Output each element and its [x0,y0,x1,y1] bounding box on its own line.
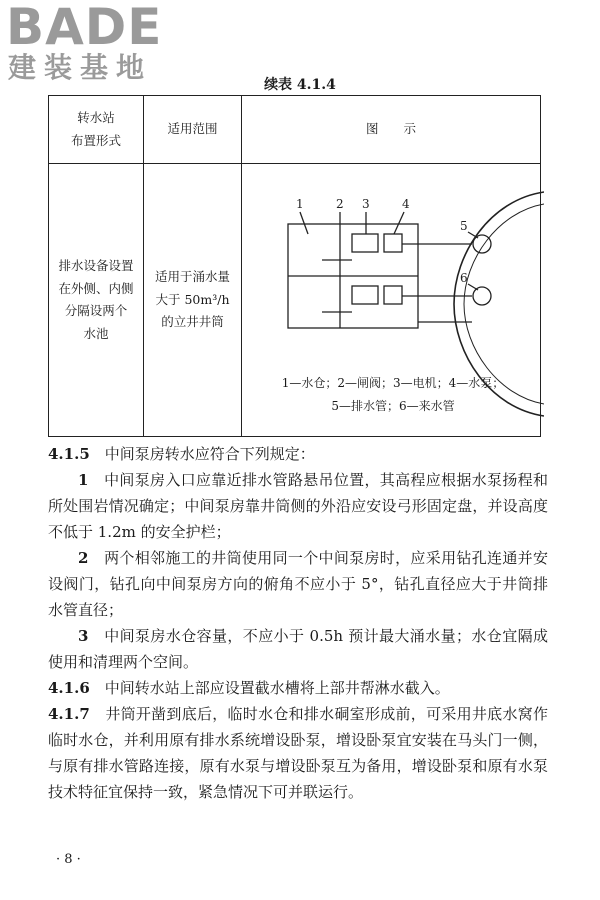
item-1 [48,467,548,545]
header-layout [49,96,144,164]
header-layout-text: 转水站 布置形式 [70,110,121,148]
diagram-label-5: 5 [460,219,468,233]
table-body-row [49,164,541,437]
cell-layout [49,164,144,437]
spec-table [48,95,541,437]
item-3 [48,623,548,675]
header-scope-text: 适用范围 [167,121,218,137]
table-title: 续表 4.1.4 [264,77,336,93]
clause-number: 4.1.7 [48,705,90,723]
cell-layout-text: 排水设备设置 在外侧、内侧 分隔设两个 水池 [58,258,134,341]
item-text: 中间泵房水仓容量，不应小于 0.5h 预计最大涌水量；水仓宜隔成使用和清理两个空间。 [48,627,548,671]
cell-scope [144,164,242,437]
item-text: 两个相邻施工的井筒使用同一个中间泵房时，应采用钻孔连通并安设阀门，钻孔向中间泵房方向的俯角不应小于 5°，钻孔直径应大于井筒排水管直径； [48,549,548,619]
table-header-row [49,96,541,164]
header-scope [144,96,242,164]
item-2 [48,545,548,623]
item-number: 1 [78,471,89,489]
cell-scope-text: 适用于涌水量 大于 50m³/h 的立井井筒 [154,269,230,330]
item-number: 2 [78,549,89,567]
header-diagram [242,96,541,164]
header-diagram-text: 图 示 [365,121,416,137]
diagram-label-2: 2 [336,197,344,211]
clause-text: 中间转水站上部应设置截水槽将上部井帮淋水截入。 [104,679,450,697]
clause-4-1-6 [48,675,548,701]
diagram-label-6: 6 [460,271,468,285]
item-number: 3 [78,627,89,645]
page-number: · 8 · [56,852,81,867]
logo-bade: BADE [6,0,163,56]
logo-chinese: 建装基地 [8,51,153,84]
diagram-legend-line-2: 5—排水管；6—来水管 [331,398,455,413]
cell-diagram [242,164,541,437]
clause-number: 4.1.6 [48,679,90,697]
diagram-label-4: 4 [402,197,410,211]
diagram-label-3: 3 [362,197,370,211]
item-text: 中间泵房入口应靠近排水管路悬吊位置，其高程应根据水泵扬程和所处围岩情况确定；中间泵房靠井筒侧的外沿应安设弓形固定盘，并设高度不低于 1.2m 的安全护栏； [48,471,548,541]
diagram-legend [242,372,544,418]
body-text [48,441,548,805]
clause-4-1-5 [48,441,548,467]
diagram-legend-line-1: 1—水仓；2—闸阀；3—电机；4—水泵； [281,376,505,390]
clause-text: 井筒开凿到底后，临时水仓和排水硐室形成前，可采用井底水窝作临时水仓，并利用原有排水系统增设卧泵，增设卧泵宜安装在马头门一侧，与原有排水管路连接，原有水泵与增设卧泵互为备用，增设卧泵和原有水泵技术特征宜保持一致，紧急情况下可并联运行。 [48,705,548,801]
clause-number: 4.1.5 [48,445,90,463]
diagram-label-1: 1 [296,197,304,211]
clause-text: 中间泵房转水应符合下列规定： [104,445,315,463]
clause-4-1-7 [48,701,548,805]
